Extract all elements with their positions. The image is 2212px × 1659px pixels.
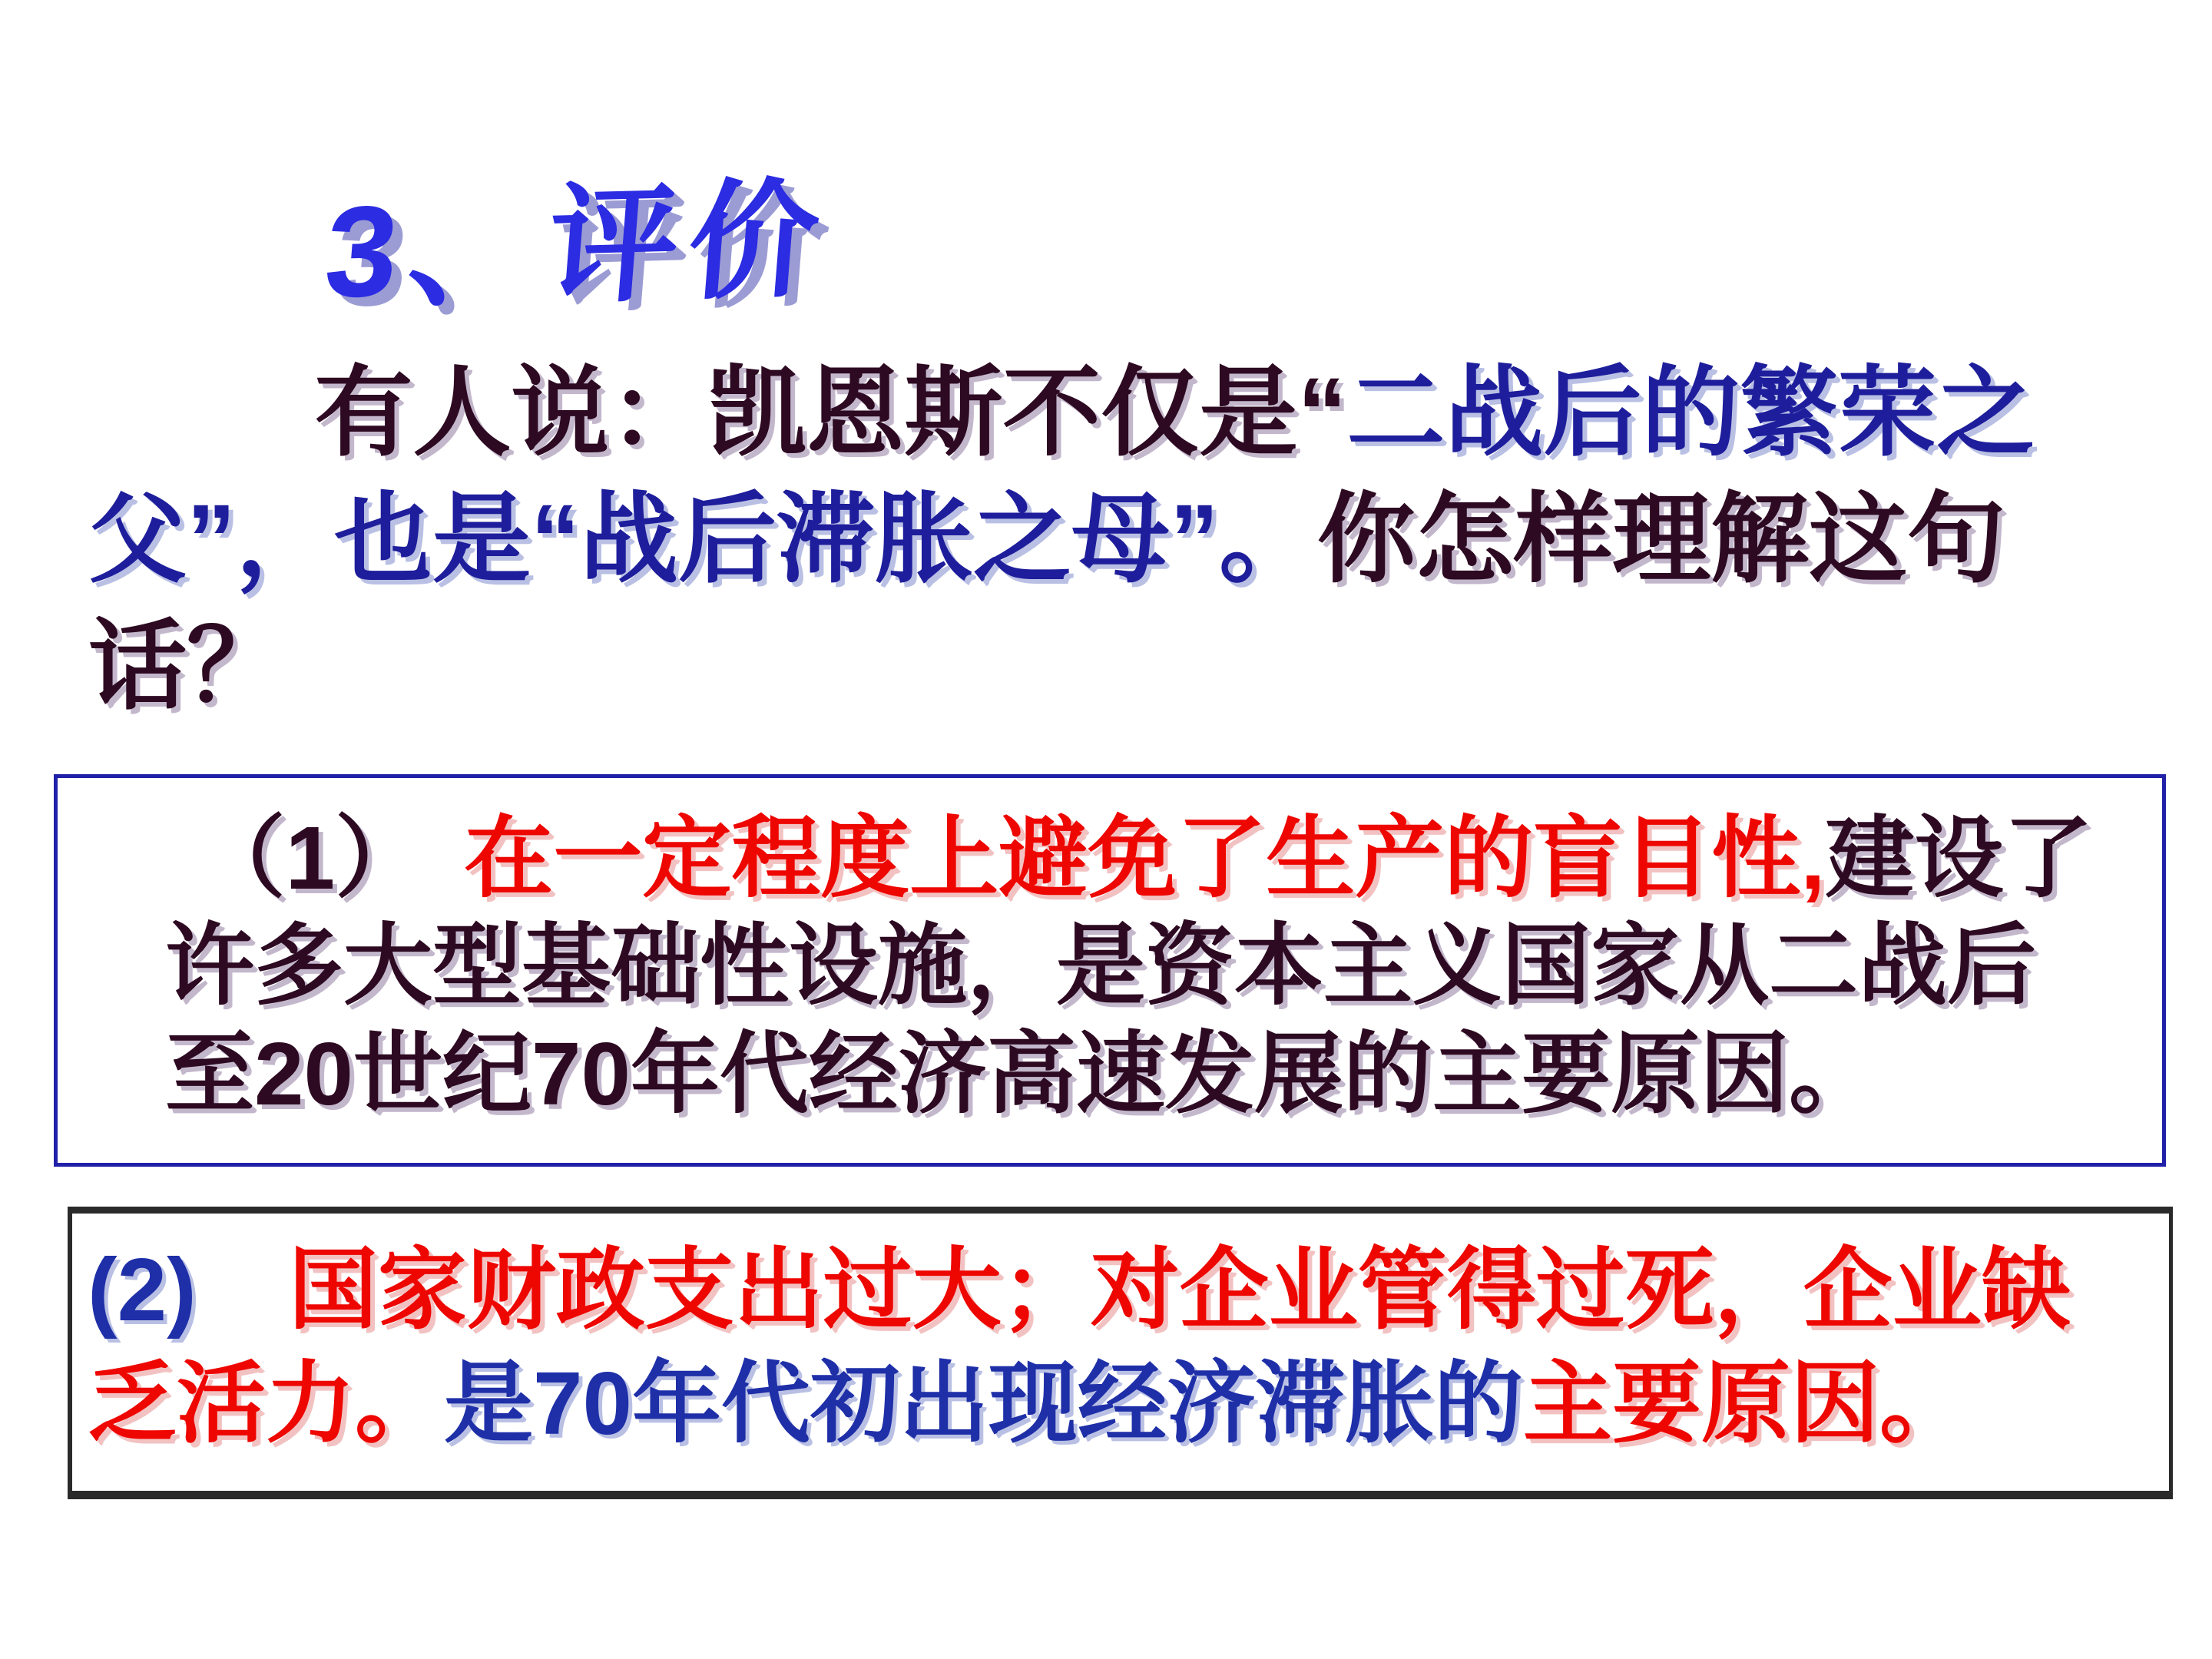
intro-segment-blue-quote: 二战后的繁荣之父”，也是“战后滞胀之母”。 (88, 357, 2035, 594)
point-1-red-segment: 在一定程度上避免了生产的盲目性, (464, 808, 1826, 909)
point-1-box (54, 774, 2166, 1167)
point-1-dark-segment: 建设了许多大型基础性设施，是资本主义国家从二战后至20世纪70年代经济高速发展的主要原因。 (165, 808, 2093, 1124)
point-2-blue-segment: 是70年代初出现经济滞胀的 (444, 1353, 1524, 1453)
point-2-red-segment-2: 主要原因。 (1523, 1353, 1969, 1453)
point-2-red-segment-1: 国家财政支出过大；对企业管得过死，企业缺乏活力。 (88, 1240, 2071, 1453)
point-2-number-label: (2) (88, 1240, 197, 1340)
point-2-box (68, 1207, 2173, 1499)
intro-segment-dark-question: 你怎样理解这句话？ (88, 484, 2006, 722)
point-1-number-label: （1） (196, 808, 425, 909)
slide-title: 3、评价 (320, 167, 835, 325)
intro-segment-dark-lead: 有人说：凯恩斯不仅是“ (314, 357, 1347, 468)
intro-paragraph (88, 349, 2116, 730)
